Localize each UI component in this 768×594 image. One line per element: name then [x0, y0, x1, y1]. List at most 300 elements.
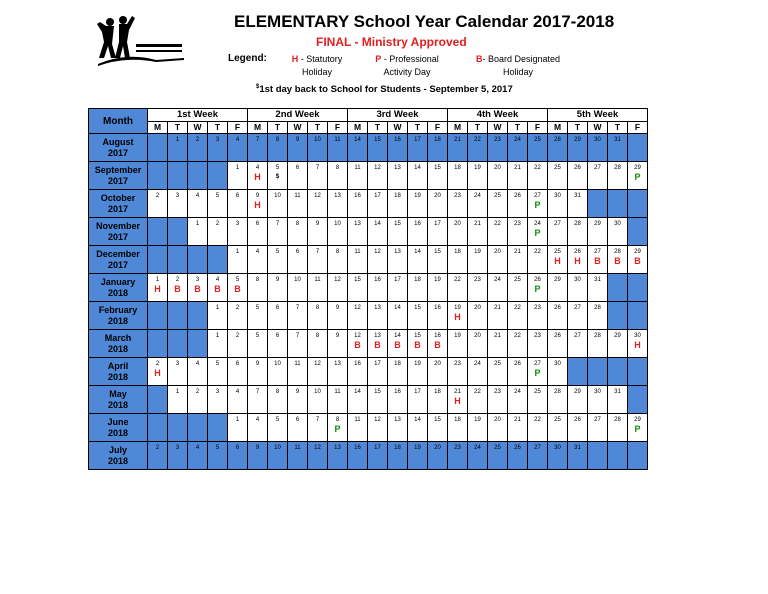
day-cell [248, 274, 268, 302]
day-cell [628, 386, 648, 414]
day-cell [508, 330, 528, 358]
day-cell [168, 246, 188, 274]
day-cell [228, 330, 248, 358]
day-number: 14 [394, 333, 401, 339]
day-cell [608, 190, 628, 218]
day-number: 13 [354, 221, 361, 227]
day-number: 20 [434, 361, 441, 367]
day-number: 11 [314, 277, 321, 283]
day-code-h: H [574, 256, 581, 266]
day-cell [228, 190, 248, 218]
day-number: 15 [394, 221, 401, 227]
day-number: 27 [574, 333, 581, 339]
day-cell [228, 218, 248, 246]
day-cell [188, 274, 208, 302]
day-cell [548, 330, 568, 358]
day-number: 15 [414, 305, 421, 311]
day-number: 7 [255, 389, 260, 395]
day-cell [288, 246, 308, 274]
day-cell [488, 386, 508, 414]
day-header: M [148, 121, 168, 134]
week-header: 2nd Week [248, 109, 348, 122]
day-header: W [488, 121, 508, 134]
day-number: 28 [614, 165, 621, 171]
day-cell [208, 330, 228, 358]
day-number: 2 [215, 221, 220, 227]
day-number: 20 [454, 221, 461, 227]
day-cell [588, 134, 608, 162]
day-number: 2 [235, 333, 240, 339]
day-cell [288, 274, 308, 302]
day-cell [588, 442, 608, 470]
day-cell [608, 442, 628, 470]
month-label: December [96, 248, 140, 259]
day-number: 9 [335, 305, 340, 311]
month-name [89, 386, 148, 414]
week-header: 4th Week [448, 109, 548, 122]
day-cell [288, 414, 308, 442]
day-cell [628, 246, 648, 274]
day-cell [328, 190, 348, 218]
day-cell [228, 414, 248, 442]
day-cell [228, 302, 248, 330]
day-cell [548, 190, 568, 218]
day-number: 26 [514, 361, 521, 367]
day-number: 3 [235, 221, 240, 227]
day-cell [408, 302, 428, 330]
day-cell [388, 246, 408, 274]
day-cell [508, 134, 528, 162]
day-number: 11 [334, 137, 341, 143]
day-number: 4 [235, 137, 240, 143]
day-number: 19 [454, 305, 461, 311]
day-number: 13 [394, 417, 401, 423]
day-cell [608, 414, 628, 442]
day-number: 6 [235, 445, 240, 451]
day-cell [188, 330, 208, 358]
day-number: 4 [195, 445, 200, 451]
day-number: 4 [195, 361, 200, 367]
month-label: September [94, 164, 142, 175]
day-number: 27 [594, 417, 601, 423]
day-header: W [188, 121, 208, 134]
day-number: 12 [354, 305, 361, 311]
day-cell [328, 358, 348, 386]
day-header: T [608, 121, 628, 134]
day-cell [408, 134, 428, 162]
month-name [89, 274, 148, 302]
day-cell [468, 218, 488, 246]
day-cell [208, 162, 228, 190]
day-cell [508, 302, 528, 330]
month-name [89, 218, 148, 246]
day-cell [208, 190, 228, 218]
month-year: 2018 [107, 287, 129, 298]
month-year: 2017 [107, 147, 129, 158]
day-cell [428, 190, 448, 218]
day-cell [428, 358, 448, 386]
day-number: 25 [494, 193, 501, 199]
day-cell [328, 302, 348, 330]
day-number: 9 [335, 333, 340, 339]
day-number: 9 [275, 277, 280, 283]
day-number: 26 [514, 445, 521, 451]
day-cell [268, 302, 288, 330]
day-number: 25 [554, 417, 561, 423]
day-cell [148, 162, 168, 190]
month-name [89, 162, 148, 190]
day-number: 20 [474, 333, 481, 339]
day-cell [428, 414, 448, 442]
day-number: 28 [574, 221, 581, 227]
day-cell [308, 358, 328, 386]
day-number: 2 [175, 277, 180, 283]
day-cell [468, 274, 488, 302]
day-number: 29 [634, 417, 641, 423]
day-number: 16 [394, 137, 401, 143]
day-cell [408, 386, 428, 414]
day-cell [188, 246, 208, 274]
day-cell [568, 414, 588, 442]
day-header: T [308, 121, 328, 134]
day-cell [548, 386, 568, 414]
day-cell [508, 358, 528, 386]
day-cell [148, 218, 168, 246]
day-cell [448, 190, 468, 218]
day-cell [188, 190, 208, 218]
day-cell [568, 274, 588, 302]
day-cell [388, 274, 408, 302]
day-cell [528, 302, 548, 330]
day-number: 14 [414, 417, 421, 423]
day-number: 25 [554, 249, 561, 255]
day-number: 8 [335, 417, 340, 423]
day-cell [328, 386, 348, 414]
day-cell [188, 442, 208, 470]
day-number: 19 [474, 165, 481, 171]
day-cell [268, 414, 288, 442]
day-cell [428, 302, 448, 330]
day-number: 5 [275, 165, 280, 171]
day-cell [528, 162, 548, 190]
day-number: 8 [275, 389, 280, 395]
day-number: 29 [574, 137, 581, 143]
day-header: F [328, 121, 348, 134]
day-cell [428, 330, 448, 358]
day-cell [448, 218, 468, 246]
month-year: 2018 [107, 315, 129, 326]
month-year: 2017 [107, 175, 129, 186]
month-year: 2018 [107, 427, 129, 438]
day-number: 14 [394, 305, 401, 311]
day-number: 21 [454, 389, 461, 395]
day-number: 22 [494, 221, 501, 227]
day-cell [328, 246, 348, 274]
day-number: 18 [394, 361, 401, 367]
week-header: 5th Week [548, 109, 648, 122]
day-number: 15 [354, 277, 361, 283]
day-cell [468, 134, 488, 162]
day-cell [388, 134, 408, 162]
day-number: 10 [274, 445, 281, 451]
day-number: 8 [315, 305, 320, 311]
day-code-first-day: $ [275, 174, 280, 180]
day-header: F [628, 121, 648, 134]
day-number: 15 [414, 333, 421, 339]
day-cell [188, 162, 208, 190]
day-number: 20 [494, 165, 501, 171]
day-code-b: B [374, 340, 381, 350]
day-number: 17 [414, 389, 421, 395]
day-number: 21 [514, 417, 521, 423]
day-cell [188, 134, 208, 162]
day-cell [488, 134, 508, 162]
day-number: 9 [255, 445, 260, 451]
day-cell [628, 134, 648, 162]
month-name [89, 246, 148, 274]
day-cell [548, 134, 568, 162]
day-number: 26 [534, 277, 541, 283]
day-cell [588, 386, 608, 414]
day-number: 14 [414, 165, 421, 171]
day-cell [408, 442, 428, 470]
day-number: 6 [235, 193, 240, 199]
day-cell [168, 414, 188, 442]
day-cell [188, 358, 208, 386]
month-label: July [108, 444, 127, 455]
first-day-note [256, 84, 513, 95]
day-cell [448, 442, 468, 470]
day-cell [608, 302, 628, 330]
day-cell [528, 274, 548, 302]
day-cell [148, 442, 168, 470]
day-cell [328, 134, 348, 162]
day-number: 23 [494, 137, 501, 143]
day-number: 12 [314, 361, 321, 367]
day-number: 30 [594, 137, 601, 143]
day-number: 15 [434, 417, 441, 423]
day-cell [448, 246, 468, 274]
day-header: F [528, 121, 548, 134]
month-label: October [100, 192, 136, 203]
day-number: 4 [255, 417, 260, 423]
month-label: February [98, 304, 138, 315]
day-code-p: P [534, 228, 541, 238]
day-cell [568, 218, 588, 246]
day-header: W [288, 121, 308, 134]
day-cell [568, 358, 588, 386]
day-code-h: H [634, 340, 641, 350]
note-text: 1st day back to School for Students - September 5, 2017 [259, 84, 513, 96]
day-cell [628, 190, 648, 218]
day-cell [448, 274, 468, 302]
day-cell [228, 442, 248, 470]
day-number: 16 [374, 277, 381, 283]
day-cell [548, 442, 568, 470]
day-code-h: H [454, 312, 461, 322]
legend-code: P [375, 54, 382, 64]
day-number: 4 [235, 389, 240, 395]
day-number: 24 [514, 137, 521, 143]
day-cell [228, 386, 248, 414]
day-cell [148, 386, 168, 414]
day-code-p: P [534, 368, 541, 378]
day-cell [568, 190, 588, 218]
day-cell [288, 134, 308, 162]
day-cell [488, 330, 508, 358]
day-number: 21 [514, 249, 521, 255]
day-number: 1 [215, 305, 220, 311]
day-cell [288, 358, 308, 386]
day-number: 26 [574, 165, 581, 171]
day-number: 23 [454, 193, 461, 199]
month-column-header: Month [89, 109, 148, 134]
week-header-row [89, 109, 648, 122]
calendar-table [88, 108, 648, 470]
day-cell [408, 330, 428, 358]
day-number: 15 [374, 137, 381, 143]
month-name [89, 358, 148, 386]
day-number: 3 [175, 361, 180, 367]
day-cell [588, 330, 608, 358]
day-cell [588, 218, 608, 246]
day-code-h: H [254, 172, 261, 182]
day-cell [248, 358, 268, 386]
day-number: 8 [315, 333, 320, 339]
day-cell [628, 442, 648, 470]
day-number: 2 [195, 137, 200, 143]
day-cell [628, 330, 648, 358]
day-cell [328, 218, 348, 246]
day-code-b: B [174, 284, 181, 294]
day-number: 5 [275, 417, 280, 423]
day-number: 25 [494, 361, 501, 367]
day-cell [328, 274, 348, 302]
day-number: 30 [554, 361, 561, 367]
day-number: 11 [294, 193, 301, 199]
day-cell [408, 218, 428, 246]
day-number: 9 [295, 137, 300, 143]
day-cell [448, 386, 468, 414]
week-header: 3rd Week [348, 109, 448, 122]
day-number: 26 [554, 333, 561, 339]
day-number: 6 [295, 417, 300, 423]
day-cell [488, 218, 508, 246]
month-row [89, 134, 648, 162]
day-number: 1 [215, 333, 220, 339]
day-header: F [228, 121, 248, 134]
day-cell [348, 442, 368, 470]
day-cell [348, 190, 368, 218]
day-cell [448, 302, 468, 330]
day-cell [528, 358, 548, 386]
month-row [89, 442, 648, 470]
day-cell [328, 414, 348, 442]
day-cell [368, 302, 388, 330]
day-number: 12 [374, 417, 381, 423]
month-year: 2018 [107, 455, 129, 466]
day-cell [408, 274, 428, 302]
month-name [89, 442, 148, 470]
day-number: 5 [215, 193, 220, 199]
legend-text-line2: Holiday [301, 67, 332, 77]
legend-text: - Statutory [298, 54, 343, 64]
legend-code: H [291, 54, 299, 64]
day-number: 5 [255, 305, 260, 311]
month-year: 2017 [107, 259, 129, 270]
day-cell [488, 302, 508, 330]
day-code-h: H [154, 368, 161, 378]
day-cell [428, 162, 448, 190]
day-number: 21 [494, 333, 501, 339]
day-number: 25 [494, 445, 501, 451]
day-number: 9 [295, 389, 300, 395]
month-label: June [107, 416, 129, 427]
day-cell [588, 274, 608, 302]
day-number: 6 [275, 333, 280, 339]
day-cell [508, 246, 528, 274]
day-cell [588, 358, 608, 386]
day-cell [388, 386, 408, 414]
day-number: 25 [534, 389, 541, 395]
day-number: 1 [195, 221, 200, 227]
day-cell [588, 414, 608, 442]
day-cell [408, 162, 428, 190]
day-number: 13 [394, 249, 401, 255]
day-number: 20 [494, 417, 501, 423]
day-cell [408, 358, 428, 386]
day-cell [528, 134, 548, 162]
day-number: 12 [314, 193, 321, 199]
day-number: 29 [554, 277, 561, 283]
day-cell [568, 246, 588, 274]
day-cell [368, 218, 388, 246]
day-number: 30 [574, 277, 581, 283]
day-cell [308, 246, 328, 274]
day-header: T [208, 121, 228, 134]
day-number: 3 [215, 389, 220, 395]
day-number: 2 [235, 305, 240, 311]
day-cell [208, 246, 228, 274]
day-number: 18 [394, 445, 401, 451]
day-cell [208, 386, 228, 414]
day-cell [248, 134, 268, 162]
day-number: 19 [414, 361, 421, 367]
day-cell [228, 134, 248, 162]
day-code-b: B [234, 284, 241, 294]
page-title: ELEMENTARY School Year Calendar 2017-2018 [234, 12, 615, 31]
day-number: 28 [554, 389, 561, 395]
day-number: 14 [374, 221, 381, 227]
day-cell [388, 358, 408, 386]
day-cell [568, 134, 588, 162]
day-cell [388, 442, 408, 470]
day-cell [308, 330, 328, 358]
day-cell [308, 218, 328, 246]
day-number: 22 [534, 417, 541, 423]
day-number: 6 [295, 165, 300, 171]
day-number: 6 [235, 361, 240, 367]
day-cell [508, 218, 528, 246]
day-cell [548, 162, 568, 190]
day-cell [468, 330, 488, 358]
day-number: 15 [434, 165, 441, 171]
day-cell [248, 414, 268, 442]
day-cell [508, 274, 528, 302]
day-cell [208, 414, 228, 442]
legend-professional-activity-day [366, 53, 448, 79]
day-number: 3 [215, 137, 220, 143]
